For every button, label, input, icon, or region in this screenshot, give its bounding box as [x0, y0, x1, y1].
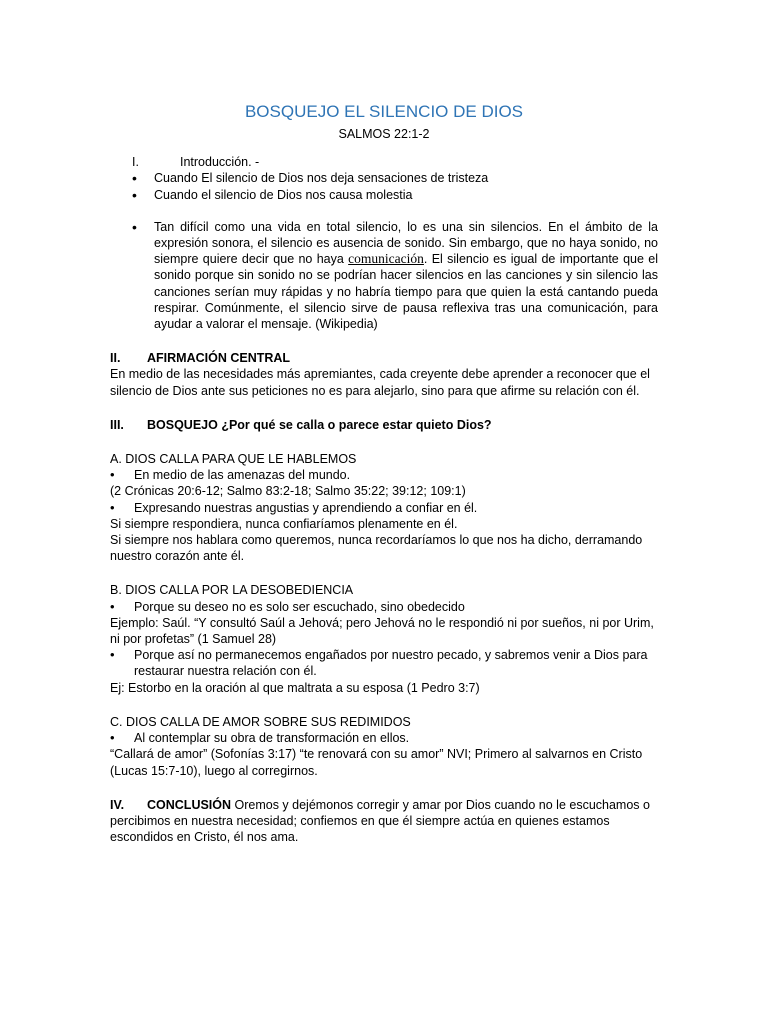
part-a-line: Si siempre respondiera, nunca confiaríamos plenamente en él.	[110, 516, 458, 531]
conclusion-paragraph	[110, 797, 658, 846]
intro-heading-text: Introducción. -	[180, 155, 260, 170]
part-b-line: • Porque así no permanecemos engañados por nuestro pecado, y sabremos venir a Dios para restaurar nuestra relación con él.	[110, 647, 658, 679]
part-a-line: Si siempre nos hablara como queremos, nunca recordaríamos lo que nos ha dicho, derramando nuestro corazón ante él.	[110, 533, 643, 564]
part-c-line: “Callará de amor” (Sofonías 3:17) “te renovará con su amor” NVI; Primero al salvarnos en Cristo (Lucas 15:7-10), luego al corregirnos.	[110, 747, 643, 778]
part-a-line: • Expresando nuestras angustias y aprendiendo a confiar en él.	[110, 500, 658, 516]
intro-heading	[132, 154, 658, 170]
intro-bullet: • Cuando el silencio de Dios nos causa molestia	[110, 187, 658, 203]
intro-paragraph-end: . El silencio es igual de importante que el sonido porque sin sonido no se podrían hacer silencios en las canciones y sin silencio las canciones serían muy rápidas y no habría tiempo para que quien la está cantando pueda respirar. Comúnmente, el silencio sirve de pausa reflexiva tras una comunicación, para ayudar a valorar el mensaje. (Wikipedia)	[154, 252, 658, 332]
part-b-line: Ejemplo: Saúl. “Y consultó Saúl a Jehová; pero Jehová no le respondió ni por sueños, ni por Urim, ni por profetas” (1 Samuel 28)	[110, 615, 654, 647]
comunicacion-link[interactable]: comunicación	[348, 251, 424, 267]
part-b-line: Ej: Estorbo en la oración al que maltrata a su esposa (1 Pedro 3:7)	[110, 680, 480, 695]
part-a-line: • En medio de las amenazas del mundo.	[110, 467, 658, 483]
intro-bullet: • Cuando El silencio de Dios nos deja sensaciones de tristeza	[110, 170, 658, 186]
part-a-line: (2 Crónicas 20:6-12; Salmo 83:2-18; Salmo 35:22; 39:12; 109:1)	[110, 484, 466, 499]
section-heading-text: BOSQUEJO ¿Por qué se calla o parece estar quieto Dios?	[147, 417, 492, 432]
part-c-line: • Al contemplar su obra de transformación en ellos.	[110, 730, 658, 746]
section-afirmacion-text: En medio de las necesidades más apremiantes, cada creyente debe aprender a reconocer que el silencio de Dios ante sus peticiones no es para alejarlo, sino para que afirme su relación con él.	[110, 367, 650, 398]
section-number: II.	[110, 351, 121, 366]
section-heading-text: CONCLUSIÓN	[147, 797, 232, 812]
document-title: BOSQUEJO EL SILENCIO DE DIOS	[244, 102, 524, 121]
intro-paragraph	[110, 219, 658, 332]
section-number: IV.	[110, 797, 125, 812]
document-subtitle: SALMOS 22:1-2	[338, 127, 430, 141]
part-a-heading: A. DIOS CALLA PARA QUE LE HABLEMOS	[110, 452, 357, 467]
document-page	[110, 100, 658, 845]
part-c-heading: C. DIOS CALLA DE AMOR SOBRE SUS REDIMIDOS	[110, 714, 411, 729]
intro-paragraph-start: Tan difícil como una vida en total silencio, lo es una sin silencios. En el ámbito de la expresión sonora, el silencio es ausencia de sonido. Sin embargo, que no haya sonido, no siempre quiere decir que no haya	[154, 219, 658, 267]
section-heading-text: AFIRMACIÓN CENTRAL	[147, 351, 291, 366]
conclusion-text: Oremos y dejémonos corregir y amar por Dios cuando no le escuchamos o percibimos en nuestra necesidad; confiemos en que él siempre actúa en quienes estamos escondidos en Cristo, él nos ama.	[110, 797, 650, 845]
part-b-heading: B. DIOS CALLA POR LA DESOBEDIENCIA	[110, 583, 354, 598]
intro-number: I.	[132, 155, 139, 170]
part-b-line: • Porque su deseo no es solo ser escuchado, sino obedecido	[110, 599, 658, 615]
section-number: III.	[110, 417, 124, 432]
section-heading-bosquejo	[110, 417, 658, 433]
section-heading-afirmacion	[110, 350, 658, 366]
